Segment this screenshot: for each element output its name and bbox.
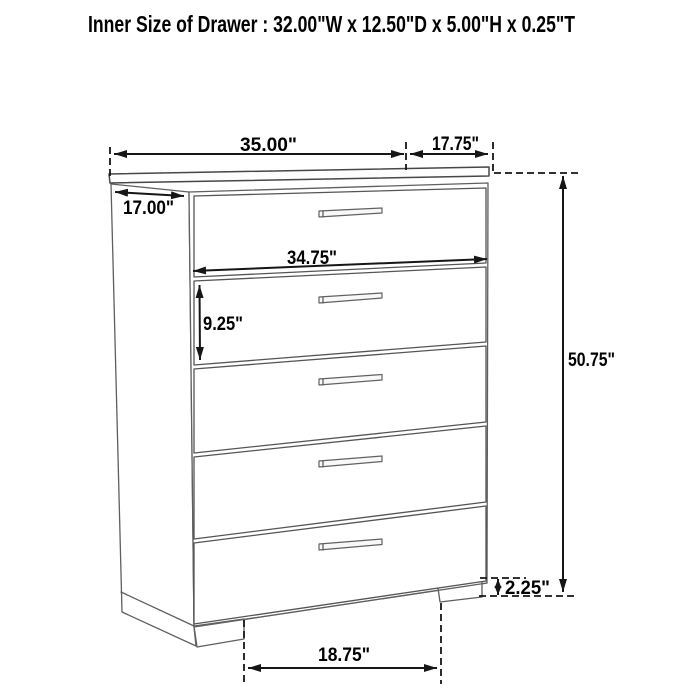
dim-drawer-height-line xyxy=(200,285,201,360)
dim-overall-height-label: 50.75" xyxy=(568,350,615,371)
dim-side-depth-label: 17.00" xyxy=(123,198,174,219)
top-slab xyxy=(109,167,489,183)
dim-top-width-label: 35.00" xyxy=(240,135,297,156)
dim-leg-span-label: 18.75" xyxy=(318,645,370,666)
side-panel xyxy=(111,184,196,646)
dim-drawer-width-label: 34.75" xyxy=(287,248,337,269)
drawer-1 xyxy=(194,188,486,277)
chest xyxy=(109,167,489,647)
dim-top-side-depth-label: 17.75" xyxy=(432,134,479,155)
drawer-1-face xyxy=(194,188,486,277)
diagram-title: Inner Size of Drawer : 32.00"W x 12.50"D x 5.00"H x 0.25"T xyxy=(88,11,575,37)
dim-drawer-height-label: 9.25" xyxy=(203,314,243,335)
dim-leg-height-label: 2.25" xyxy=(505,578,550,599)
dim-overall-height xyxy=(479,173,615,596)
